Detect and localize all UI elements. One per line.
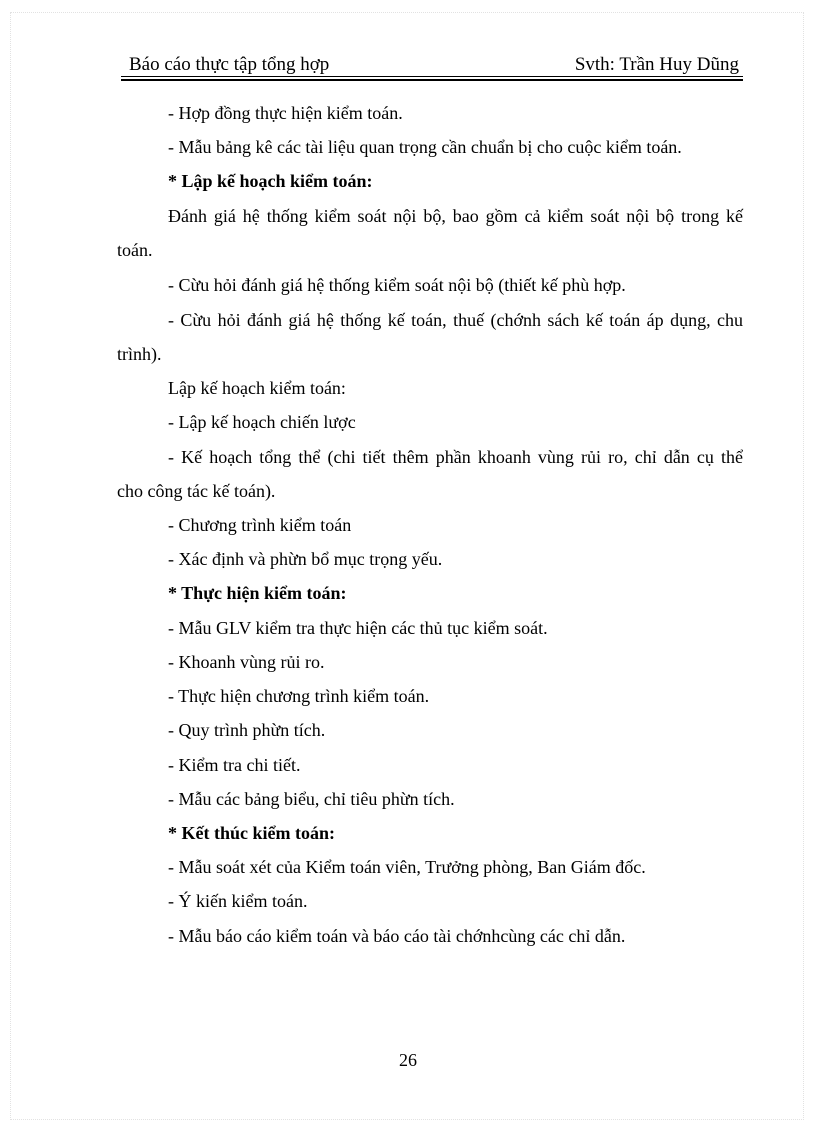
text-line: - Mẫu báo cáo kiểm toán và báo cáo tài chớnhcùng các chỉ dẫn. — [168, 926, 626, 946]
header-rule-thin — [121, 76, 743, 77]
text-line: - Cừu hỏi đánh giá hệ thống kế toán, thuế (chớnh sách kế toán áp dụng, chu — [168, 310, 743, 330]
text-line: - Mẫu bảng kê các tài liệu quan trọng cần chuẩn bị cho cuộc kiểm toán. — [168, 137, 682, 157]
text-line: - Hợp đồng thực hiện kiểm toán. — [168, 103, 403, 123]
text-line: - Kế hoạch tổng thể (chi tiết thêm phần khoanh vùng rủi ro, chỉ dẫn cụ thể — [168, 447, 743, 467]
page-number: 26 — [399, 1050, 417, 1070]
text-line: - Mẫu GLV kiểm tra thực hiện các thủ tục kiểm soát. — [168, 618, 548, 638]
section-heading: * Lập kế hoạch kiểm toán: — [168, 171, 373, 191]
text-line: - Ý kiến kiểm toán. — [168, 891, 308, 911]
text-line: toán. — [117, 240, 153, 260]
text-line: - Cừu hỏi đánh giá hệ thống kiểm soát nội bộ (thiết kế phù hợp. — [168, 275, 626, 295]
text-line: - Mẫu các bảng biểu, chỉ tiêu phừn tích. — [168, 789, 455, 809]
text-line: - Thực hiện chương trình kiểm toán. — [168, 686, 430, 706]
header-report-title: Báo cáo thực tập tổng hợp — [129, 54, 330, 75]
text-line: - Lập kế hoạch chiến lược — [168, 412, 356, 432]
text-line: - Chương trình kiểm toán — [168, 515, 352, 535]
text-line: - Mẫu soát xét của Kiểm toán viên, Trưởng phòng, Ban Giám đốc. — [168, 857, 646, 877]
section-heading: * Kết thúc kiểm toán: — [168, 823, 335, 843]
header-student-name: Svth: Trần Huy Dũng — [574, 54, 739, 75]
text-line: - Xác định và phừn bổ mục trọng yếu. — [168, 549, 443, 569]
section-heading: * Thực hiện kiểm toán: — [168, 583, 347, 603]
header-rule-thick — [121, 79, 743, 81]
page-header — [121, 52, 741, 78]
text-line: - Kiểm tra chi tiết. — [168, 755, 301, 775]
text-line: cho công tác kế toán). — [117, 481, 276, 501]
text-line: - Quy trình phừn tích. — [168, 720, 326, 740]
text-line: - Khoanh vùng rủi ro. — [168, 652, 325, 672]
text-line: Lập kế hoạch kiểm toán: — [168, 378, 346, 398]
text-line: trình). — [117, 344, 162, 364]
text-line: Đánh giá hệ thống kiểm soát nội bộ, bao gồm cả kiểm soát nội bộ trong kế — [168, 206, 743, 226]
